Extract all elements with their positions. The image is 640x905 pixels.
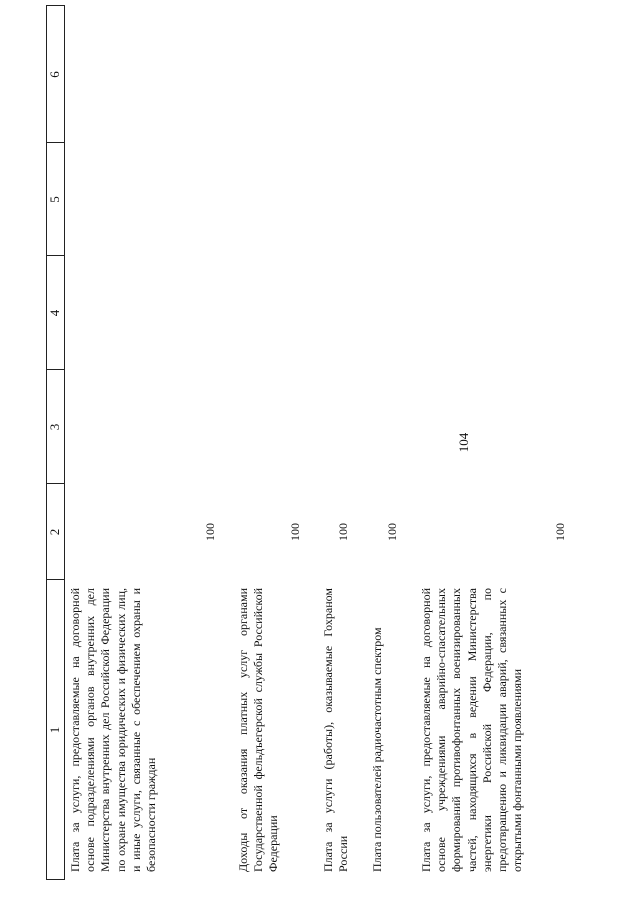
rotated-page [30,5,635,880]
table-row-value: 100 [553,523,567,541]
table-row-value: 100 [203,523,217,541]
table-row-value: 100 [288,523,302,541]
table-row-value: 100 [385,523,399,541]
column-number-1: 1 [47,726,62,734]
header-bottom-border [64,5,65,880]
table-row-description: Плата пользователей радиочастотным спектром [370,627,384,872]
table-row-description: Плата за услуги, предоставляемые на договорной основе учреждениями аварийно-спасательных формирований противофонтанных военизированных частей, находящихся в ведении Министерства энергетики Российской Федерации, по предотвращению и ликвидации аварий, связанных с открытыми фонтанными проявлениями [419,588,525,872]
column-number-5: 5 [47,196,62,203]
table-row-description: Плата за услуги, предоставляемые на договорной основе подразделениями органов внутренних дел Министерства внутренних дел Российской Федерации по охране имущества юридических и физических лиц, и иные услуги, связанные с обеспечением охраны и безопасности граждан [68,588,159,872]
column-number-6: 6 [47,71,62,78]
table-row-description: Доходы от оказания платных услуг органами Государственной фельдъегерской службы Российской Федерации [236,588,281,872]
table-row-description: Плата за услуги (работы), оказываемые Гохраном России [321,588,351,872]
table-row-value: 100 [336,523,350,541]
column-number-4: 4 [47,309,62,317]
column-number-3: 3 [47,423,62,431]
column-number-2: 2 [47,528,62,536]
page-number: 104 [456,432,471,453]
